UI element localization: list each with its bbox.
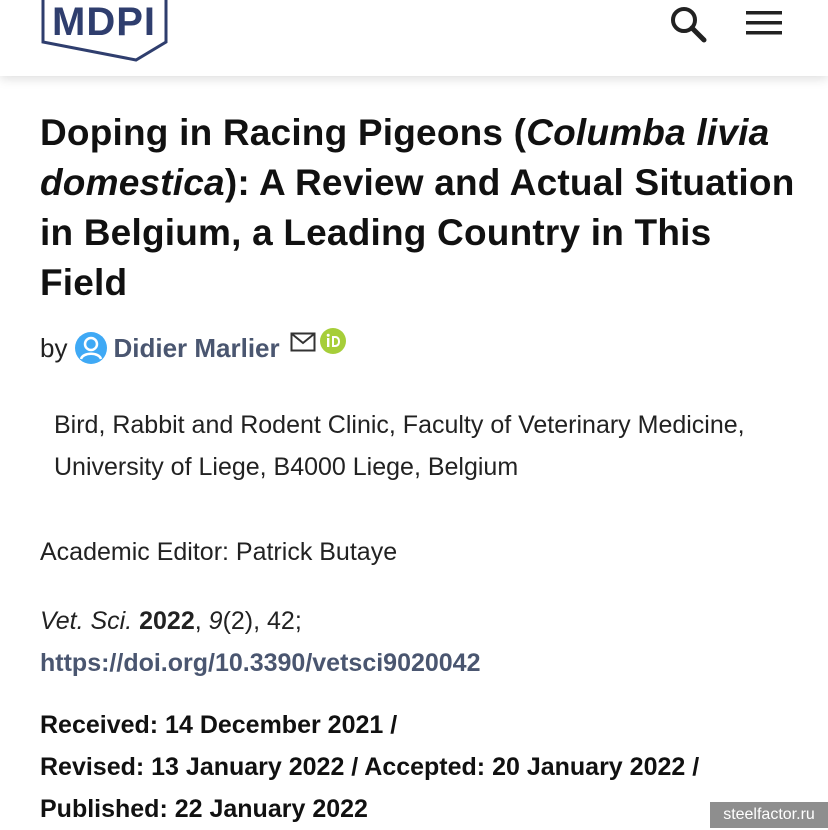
article-title bbox=[40, 108, 800, 308]
author-link[interactable]: Didier Marlier bbox=[113, 332, 280, 363]
by-label: by bbox=[40, 332, 68, 363]
citation-separator: , bbox=[194, 607, 209, 635]
search-icon[interactable] bbox=[668, 4, 708, 44]
citation-year: 2022 bbox=[139, 607, 195, 635]
revised-accepted-date: Revised: 13 January 2022 / Accepted: 20 January 2022 / bbox=[40, 753, 700, 781]
citation-block bbox=[40, 600, 800, 684]
journal-name: Vet. Sci. bbox=[40, 607, 133, 635]
title-part-1: Doping in Racing Pigeons ( bbox=[40, 112, 527, 153]
hamburger-menu-icon[interactable] bbox=[744, 8, 784, 38]
published-date: Published: 22 January 2022 bbox=[40, 795, 368, 823]
citation-issue-pages: (2), 42; bbox=[222, 607, 302, 635]
author-line bbox=[40, 326, 346, 370]
top-header bbox=[0, 0, 828, 76]
academic-editor: Academic Editor: Patrick Butaye bbox=[40, 538, 398, 566]
mail-icon[interactable] bbox=[290, 332, 316, 352]
orcid-icon[interactable] bbox=[320, 328, 346, 354]
citation-volume: 9 bbox=[208, 607, 223, 635]
author-affiliation: Bird, Rabbit and Rodent Clinic, Faculty of Veterinary Medicine, University of Liege, B4000 Liege, Belgium bbox=[54, 411, 745, 481]
publication-dates bbox=[40, 704, 820, 830]
mdpi-logo-text: MDPI bbox=[52, 0, 156, 44]
citation-line bbox=[40, 600, 800, 642]
user-avatar-icon bbox=[75, 332, 107, 364]
mdpi-logo[interactable] bbox=[40, 0, 170, 68]
title-part-2: ): A Review and Actual Situation in Belgium, a Leading Country in This Field bbox=[40, 162, 795, 303]
watermark: steelfactor.ru bbox=[710, 802, 828, 828]
title-species-italic: Columba livia domestica bbox=[40, 112, 770, 203]
article-header bbox=[40, 108, 800, 308]
doi-link[interactable]: https://doi.org/10.3390/vetsci9020042 bbox=[40, 649, 481, 677]
received-date: Received: 14 December 2021 / bbox=[40, 711, 398, 739]
